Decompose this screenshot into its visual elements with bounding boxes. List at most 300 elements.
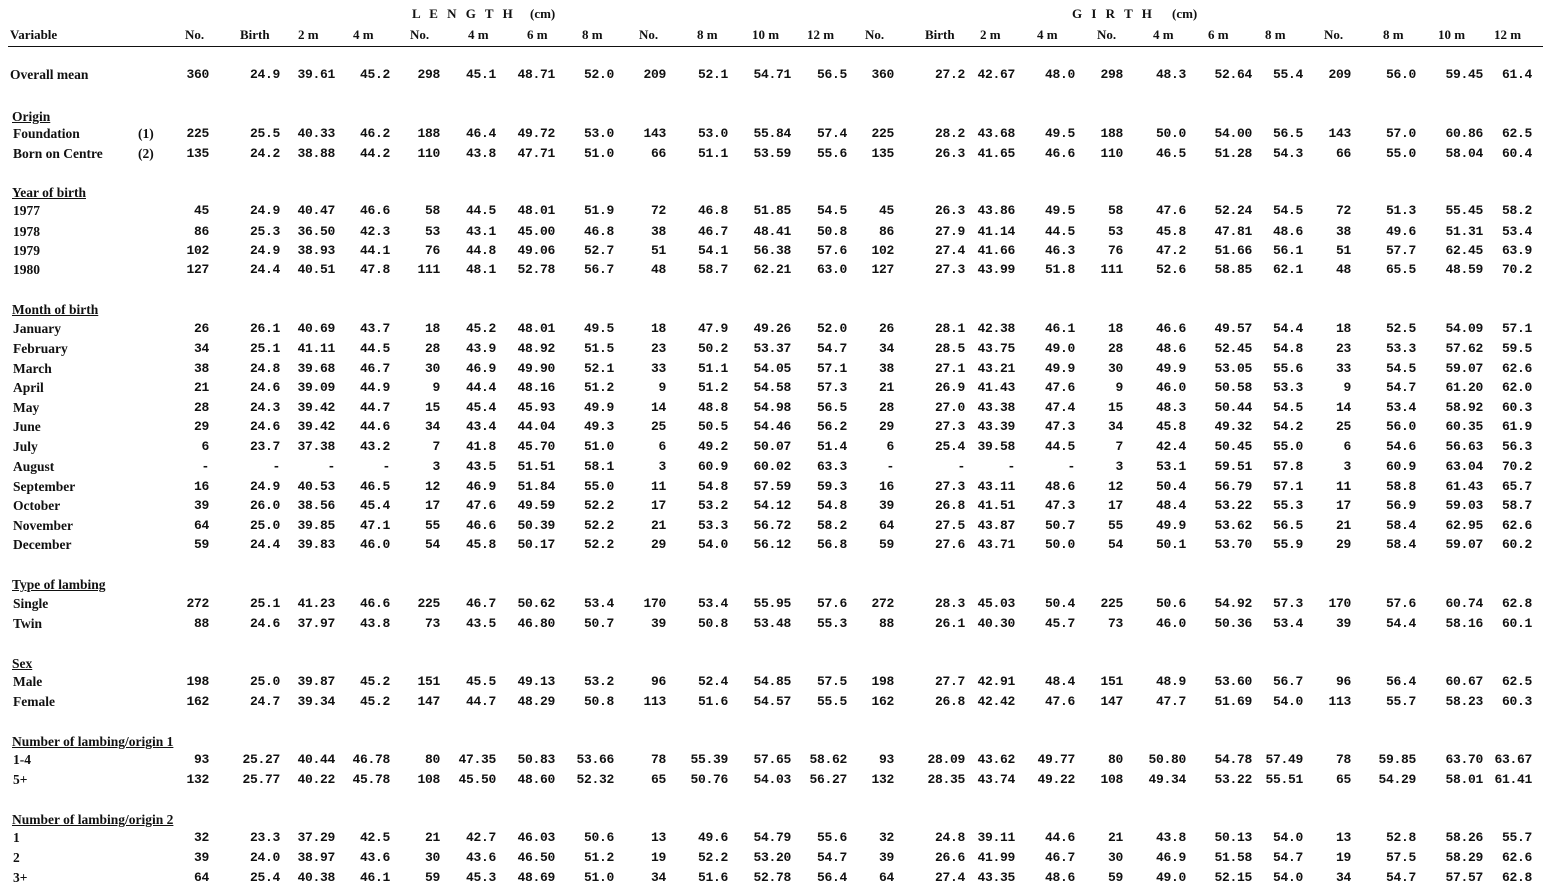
length-group-unit: (cm)	[530, 6, 556, 21]
table-cell: 52.7	[583, 243, 614, 258]
table-cell: 57.5	[1385, 850, 1416, 865]
table-cell: 52.1	[583, 361, 614, 376]
table-cell: 51.58	[1214, 850, 1252, 865]
table-cell: 58	[424, 203, 440, 218]
table-cell: 26.8	[934, 498, 965, 513]
section-heading: Month of birth	[12, 302, 99, 317]
table-cell: 48.3	[1155, 400, 1186, 415]
table-cell: 24.0	[249, 850, 280, 865]
table-cell: 40.69	[297, 321, 335, 336]
table-cell: 40.30	[977, 616, 1015, 631]
table-cell: 48.59	[1445, 262, 1483, 277]
table-cell: 45.8	[1155, 224, 1186, 239]
table-cell: 24.3	[249, 400, 280, 415]
table-cell: 26	[193, 321, 209, 336]
table-cell: 50.80	[1148, 752, 1186, 767]
table-cell: 24.8	[249, 361, 280, 376]
table-cell: 61.41	[1494, 772, 1532, 787]
table-cell: 51.6	[697, 870, 728, 885]
table-cell: 55.39	[690, 752, 728, 767]
table-cell: 80	[424, 752, 440, 767]
table-cell: 28.2	[934, 126, 965, 141]
table-cell: 225	[871, 126, 894, 141]
table-cell: 58.92	[1445, 400, 1483, 415]
table-cell: 48.6	[1155, 341, 1186, 356]
table-cell: 26.3	[934, 203, 965, 218]
table-cell: 102	[871, 243, 894, 258]
table-cell: 54.7	[1385, 380, 1416, 395]
table-cell: 3	[432, 459, 440, 474]
table-cell: 48.3	[1155, 67, 1186, 82]
length-group-title: L E N G T H	[412, 6, 516, 21]
table-cell: 48.29	[517, 694, 555, 709]
row-label: 1979	[13, 243, 40, 258]
table-cell: 45.00	[517, 224, 555, 239]
table-cell: 45.78	[352, 772, 390, 787]
table-cell: 32	[193, 830, 209, 845]
table-cell: 26.9	[934, 380, 965, 395]
table-cell: 60.9	[1385, 459, 1416, 474]
table-cell: 39.68	[297, 361, 335, 376]
table-cell: 56.7	[1272, 674, 1303, 689]
table-cell: 57.1	[816, 361, 847, 376]
table-cell: 56.38	[753, 243, 791, 258]
table-cell: 52.45	[1214, 341, 1252, 356]
table-cell: 28	[193, 400, 209, 415]
table-cell: 50.8	[816, 224, 847, 239]
table-cell: 73	[1107, 616, 1123, 631]
table-cell: 50.62	[517, 596, 555, 611]
table-cell: 45.93	[517, 400, 555, 415]
table-cell: 50.45	[1214, 439, 1252, 454]
table-cell: 60.02	[753, 459, 791, 474]
column-header: Birth	[925, 27, 955, 42]
table-cell: 54.09	[1445, 321, 1483, 336]
column-header: 12 m	[807, 27, 835, 42]
table-cell: 57.62	[1445, 341, 1483, 356]
table-cell: 14	[1335, 400, 1351, 415]
table-cell: 41.99	[977, 850, 1015, 865]
table-cell: 45	[193, 203, 209, 218]
table-cell: 162	[186, 694, 209, 709]
table-cell: 46.5	[1155, 146, 1186, 161]
table-cell: 58.85	[1214, 262, 1252, 277]
table-cell: 25.0	[249, 518, 280, 533]
table-cell: 43.39	[977, 419, 1015, 434]
table-cell: 49.77	[1037, 752, 1075, 767]
table-cell: 96	[1335, 674, 1351, 689]
table-cell: 21	[193, 380, 209, 395]
table-cell: 46.9	[1155, 850, 1186, 865]
table-cell: 58.4	[1385, 537, 1416, 552]
table-cell: 34	[1335, 870, 1351, 885]
table-cell: 46.1	[1044, 321, 1075, 336]
table-cell: 47.35	[458, 752, 496, 767]
table-cell: 24.6	[249, 419, 280, 434]
table-cell: 51.0	[583, 146, 614, 161]
table-cell: 51.51	[517, 459, 555, 474]
table-cell: 59.45	[1445, 67, 1483, 82]
table-cell: 56.0	[1385, 419, 1416, 434]
table-cell: 23.7	[249, 439, 280, 454]
table-cell: 54.7	[816, 341, 847, 356]
table-cell: 44.5	[465, 203, 496, 218]
table-cell: 53.0	[583, 126, 614, 141]
table-cell: 7	[1115, 439, 1123, 454]
table-cell: 70.2	[1501, 262, 1532, 277]
column-header: 10 m	[1438, 27, 1466, 42]
table-cell: 54.57	[753, 694, 791, 709]
table-cell: 40.22	[297, 772, 335, 787]
table-cell: 54.79	[753, 830, 791, 845]
table-cell: 298	[1100, 67, 1123, 82]
column-header: 4 m	[353, 27, 374, 42]
table-cell: 162	[871, 694, 894, 709]
table-cell: 62.1	[1272, 262, 1303, 277]
table-cell: 59.51	[1214, 459, 1252, 474]
table-cell: 56.27	[809, 772, 847, 787]
table-cell: 54.85	[753, 674, 791, 689]
table-cell: 50.36	[1214, 616, 1252, 631]
table-cell: 57.5	[816, 674, 847, 689]
table-cell: 56.79	[1214, 479, 1252, 494]
table-cell: 53.62	[1214, 518, 1252, 533]
table-cell: 54.5	[816, 203, 847, 218]
table-cell: 21	[1107, 830, 1123, 845]
table-cell: 55.6	[1272, 361, 1303, 376]
table-cell: 49.22	[1037, 772, 1075, 787]
table-cell: 32	[878, 830, 894, 845]
row-label: Born on Centre	[13, 146, 103, 161]
table-cell: 29	[1335, 537, 1351, 552]
table-cell: 48.6	[1272, 224, 1303, 239]
table-cell: 39.42	[297, 419, 335, 434]
table-cell: 50.8	[583, 694, 614, 709]
table-cell: 39.11	[977, 830, 1015, 845]
table-cell: 6	[886, 439, 894, 454]
table-cell: 62.5	[1501, 674, 1532, 689]
row-label: Twin	[13, 616, 43, 631]
table-cell: 59.85	[1378, 752, 1416, 767]
row-label: Female	[13, 694, 55, 709]
table-cell: 24.9	[249, 243, 280, 258]
table-cell: 108	[1100, 772, 1123, 787]
section-heading: Number of lambing/origin 2	[12, 812, 174, 827]
table-cell: 272	[186, 596, 209, 611]
table-cell: 42.7	[465, 830, 496, 845]
table-cell: 44.6	[359, 419, 390, 434]
row-label: 1-4	[13, 752, 31, 767]
table-cell: 110	[417, 146, 440, 161]
table-cell: 9	[1343, 380, 1351, 395]
table-cell: 56.12	[753, 537, 791, 552]
table-cell: 40.53	[297, 479, 335, 494]
table-cell: 28	[424, 341, 440, 356]
table-cell: 26.8	[934, 694, 965, 709]
table-cell: 53.3	[1385, 341, 1416, 356]
table-cell: 11	[1335, 479, 1351, 494]
table-cell: 54.05	[753, 361, 791, 376]
table-cell: 53.4	[697, 596, 728, 611]
table-cell: 44.5	[1044, 439, 1075, 454]
table-cell: 54.8	[816, 498, 847, 513]
row-origin-code: (2)	[138, 146, 154, 161]
table-cell: 21	[650, 518, 666, 533]
table-cell: 56.5	[1272, 518, 1303, 533]
section-heading: Number of lambing/origin 1	[12, 734, 174, 749]
table-cell: 43.8	[1155, 830, 1186, 845]
table-cell: 25.1	[249, 596, 280, 611]
table-cell: 46.7	[1044, 850, 1075, 865]
table-cell: 59.07	[1445, 537, 1483, 552]
table-cell: 52.32	[576, 772, 614, 787]
table-cell: 39.61	[297, 67, 335, 82]
table-cell: 27.3	[934, 419, 965, 434]
table-cell: 96	[650, 674, 666, 689]
table-cell: 56.8	[816, 537, 847, 552]
table-cell: 43.4	[465, 419, 496, 434]
table-cell: 51.9	[583, 203, 614, 218]
column-header-variable: Variable	[10, 27, 58, 42]
table-cell: 19	[650, 850, 666, 865]
table-cell: 54.00	[1214, 126, 1252, 141]
row-label: 2	[13, 850, 20, 865]
table-cell: 25.4	[934, 439, 965, 454]
girth-group-unit: (cm)	[1172, 6, 1198, 21]
table-cell: 38.93	[297, 243, 335, 258]
table-cell: 43.75	[977, 341, 1015, 356]
table-cell: 43.8	[465, 146, 496, 161]
table-cell: 6	[658, 439, 666, 454]
table-cell: 24.6	[249, 616, 280, 631]
table-cell: 198	[186, 674, 209, 689]
table-cell: 39.09	[297, 380, 335, 395]
table-cell: 52.15	[1214, 870, 1252, 885]
table-cell: 60.86	[1445, 126, 1483, 141]
table-cell: 9	[1115, 380, 1123, 395]
table-cell: 143	[643, 126, 666, 141]
table-cell: 62.95	[1445, 518, 1483, 533]
table-cell: 55.0	[583, 479, 614, 494]
column-header: 4 m	[1037, 27, 1058, 42]
table-cell: 43.86	[977, 203, 1015, 218]
table-cell: 54.4	[1385, 616, 1416, 631]
table-cell: 38	[1335, 224, 1351, 239]
table-cell: 39.83	[297, 537, 335, 552]
table-cell: 40.47	[297, 203, 335, 218]
table-cell: 43.6	[465, 850, 496, 865]
table-cell: 58.01	[1445, 772, 1483, 787]
table-cell: 47.2	[1155, 243, 1186, 258]
table-cell: 44.04	[517, 419, 555, 434]
table-cell: 48.4	[1155, 498, 1186, 513]
table-cell: 58.4	[1385, 518, 1416, 533]
table-cell: 63.9	[1501, 243, 1532, 258]
table-cell: 76	[424, 243, 440, 258]
table-cell: 24.7	[249, 694, 280, 709]
table-cell: 55.6	[816, 830, 847, 845]
table-cell: 57.57	[1445, 870, 1483, 885]
table-cell: 54.0	[1272, 870, 1303, 885]
table-cell: 48.41	[753, 224, 791, 239]
table-cell: 46.8	[583, 224, 614, 239]
column-header: 2 m	[980, 27, 1001, 42]
table-cell: 46.3	[1044, 243, 1075, 258]
table-cell: 54.5	[1385, 361, 1416, 376]
table-cell: 34	[424, 419, 440, 434]
table-cell: 51.8	[1044, 262, 1075, 277]
table-cell: 45.1	[465, 67, 496, 82]
table-cell: 51.3	[1385, 203, 1416, 218]
table-cell: 61.9	[1501, 419, 1532, 434]
table-cell: 49.5	[1044, 126, 1075, 141]
table-cell: 188	[417, 126, 440, 141]
table-cell: 57.6	[816, 596, 847, 611]
column-header: 6 m	[1208, 27, 1229, 42]
table-cell: 27.4	[934, 870, 965, 885]
table-cell: 56.5	[816, 400, 847, 415]
table-cell: 54.5	[1272, 400, 1303, 415]
table-cell: 56.63	[1445, 439, 1483, 454]
table-cell: 93	[878, 752, 894, 767]
table-cell: 42.38	[977, 321, 1015, 336]
table-cell: 40.51	[297, 262, 335, 277]
table-cell: 70.2	[1501, 459, 1532, 474]
row-label: Male	[13, 674, 43, 689]
table-cell: 58.23	[1445, 694, 1483, 709]
table-cell: 52.0	[583, 67, 614, 82]
table-cell: 28.3	[934, 596, 965, 611]
table-cell: 26.6	[934, 850, 965, 865]
table-cell: 45	[878, 203, 894, 218]
table-cell: 113	[643, 694, 666, 709]
table-cell: 45.2	[359, 674, 390, 689]
table-cell: 9	[432, 380, 440, 395]
table-cell: 46.6	[1044, 146, 1075, 161]
table-cell: 38	[650, 224, 666, 239]
table-cell: 55.84	[753, 126, 791, 141]
table-cell: 50.7	[583, 616, 614, 631]
table-cell: 21	[1335, 518, 1351, 533]
table-cell: 59	[424, 870, 440, 885]
table-cell: 53.2	[583, 674, 614, 689]
table-cell: 47.7	[1155, 694, 1186, 709]
table-cell: 198	[871, 674, 894, 689]
table-cell: 57.0	[1385, 126, 1416, 141]
table-cell: 48.71	[517, 67, 555, 82]
table-cell: 64	[193, 870, 209, 885]
table-cell: 111	[417, 262, 440, 277]
table-cell: 132	[871, 772, 894, 787]
table-cell: 24.9	[249, 479, 280, 494]
table-cell: 43.5	[465, 459, 496, 474]
table-cell: 54.71	[753, 67, 791, 82]
table-cell: 13	[1335, 830, 1351, 845]
table-cell: 24.4	[249, 537, 280, 552]
table-cell: 52.4	[697, 674, 728, 689]
table-cell: 43.87	[977, 518, 1015, 533]
table-cell: 59	[1107, 870, 1123, 885]
table-cell: 50.7	[1044, 518, 1075, 533]
table-cell: 41.66	[977, 243, 1015, 258]
table-cell: 24.6	[249, 380, 280, 395]
table-cell: 25	[1335, 419, 1351, 434]
table-cell: 108	[417, 772, 440, 787]
table-cell: 56.0	[1385, 67, 1416, 82]
table-cell: 17	[650, 498, 666, 513]
table-cell: 48.69	[517, 870, 555, 885]
table-cell: 54.5	[1272, 203, 1303, 218]
table-cell: 43.62	[977, 752, 1015, 767]
table-cell: 44.1	[359, 243, 390, 258]
table-cell: 39.42	[297, 400, 335, 415]
table-cell: 55.9	[1272, 537, 1303, 552]
row-label: July	[13, 439, 38, 454]
table-cell: 50.17	[517, 537, 555, 552]
table-cell: 26.1	[249, 321, 280, 336]
table-cell: 48	[650, 262, 666, 277]
table-cell: 49.9	[1044, 361, 1075, 376]
table-cell: 39.58	[977, 439, 1015, 454]
table-cell: 42.91	[977, 674, 1015, 689]
table-cell: 54.29	[1378, 772, 1416, 787]
table-cell: 72	[650, 203, 666, 218]
column-header: No.	[865, 27, 885, 42]
table-cell: 34	[878, 341, 894, 356]
table-cell: 49.2	[697, 439, 728, 454]
table-cell: 28.1	[934, 321, 965, 336]
table-cell: 56.4	[1385, 674, 1416, 689]
row-label: August	[13, 459, 55, 474]
table-cell: 62.8	[1501, 870, 1532, 885]
table-cell: 54.8	[1272, 341, 1303, 356]
table-cell: 6	[1343, 439, 1351, 454]
table-cell: 55.95	[753, 596, 791, 611]
table-cell: 59.3	[816, 479, 847, 494]
table-cell: 16	[878, 479, 894, 494]
table-cell: 52.0	[816, 321, 847, 336]
table-cell: 41.43	[977, 380, 1015, 395]
table-cell: 42.4	[1155, 439, 1186, 454]
table-cell: 54	[1107, 537, 1123, 552]
column-header: 6 m	[527, 27, 548, 42]
table-cell: 55.51	[1265, 772, 1303, 787]
table-cell: 360	[186, 67, 209, 82]
table-cell: 135	[871, 146, 894, 161]
section-heading: Sex	[12, 656, 33, 671]
table-cell: 46.5	[359, 479, 390, 494]
table-cell: 41.11	[297, 341, 335, 356]
table-cell: 56.1	[1272, 243, 1303, 258]
table-cell: 45.2	[465, 321, 496, 336]
table-cell: 72	[1335, 203, 1351, 218]
table-cell: 88	[193, 616, 209, 631]
table-cell: 151	[417, 674, 440, 689]
table-cell: 43.1	[465, 224, 496, 239]
table-cell: 59.5	[1501, 341, 1532, 356]
table-cell: 57.6	[1385, 596, 1416, 611]
table-cell: 53.3	[1272, 380, 1303, 395]
table-cell: 51.1	[697, 361, 728, 376]
table-cell: 50.8	[697, 616, 728, 631]
table-cell: 65.5	[1385, 262, 1416, 277]
table-cell: 53.22	[1214, 772, 1252, 787]
table-cell: 3	[1115, 459, 1123, 474]
table-cell: 11	[650, 479, 666, 494]
table-cell: 58	[1107, 203, 1123, 218]
table-cell: 52.24	[1214, 203, 1252, 218]
table-cell: 49.72	[517, 126, 555, 141]
